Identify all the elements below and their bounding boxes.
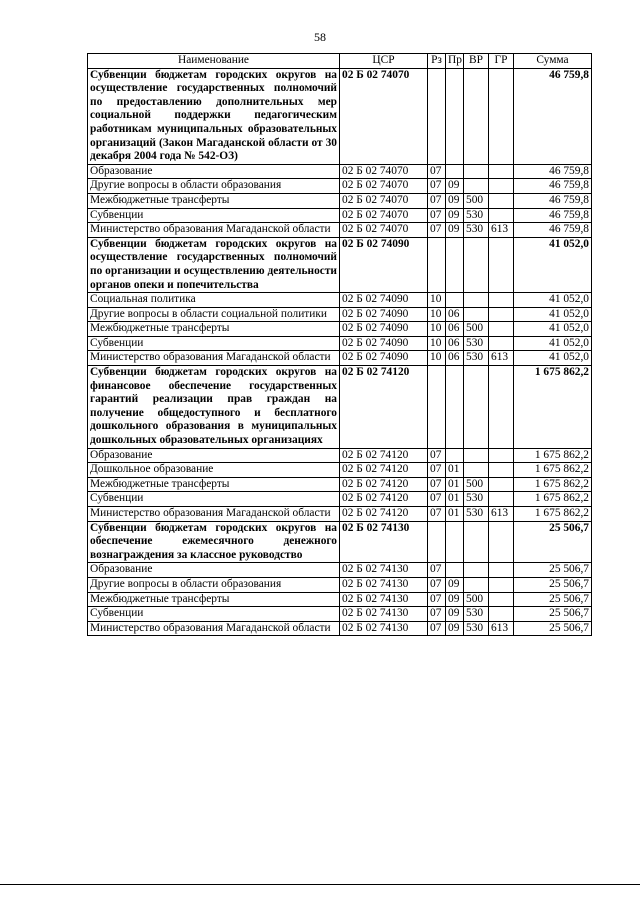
header-pr: Пр	[446, 54, 464, 69]
cell-csr: 02 Б 02 74090	[340, 351, 428, 366]
cell-gr	[489, 164, 514, 179]
cell-rz: 07	[428, 463, 446, 478]
cell-sum: 46 759,8	[514, 68, 592, 164]
cell-name: Министерство образования Магаданской области	[88, 223, 340, 238]
cell-csr: 02 Б 02 74130	[340, 521, 428, 563]
cell-rz: 07	[428, 164, 446, 179]
cell-pr: 01	[446, 507, 464, 522]
table-row	[88, 477, 592, 492]
cell-name: Субвенции бюджетам городских округов на осуществление государственных полномочий по организации и осуществлению деятельности органов опеки и попечительства	[88, 237, 340, 292]
cell-name: Другие вопросы в области образования	[88, 577, 340, 592]
cell-rz	[428, 366, 446, 449]
cell-csr: 02 Б 02 74090	[340, 237, 428, 292]
cell-gr	[489, 463, 514, 478]
cell-name: Другие вопросы в области образования	[88, 179, 340, 194]
cell-pr	[446, 293, 464, 308]
cell-gr: 613	[489, 223, 514, 238]
cell-vr	[464, 179, 489, 194]
cell-vr	[464, 293, 489, 308]
cell-pr: 09	[446, 621, 464, 636]
cell-vr: 530	[464, 336, 489, 351]
cell-vr	[464, 237, 489, 292]
cell-vr: 530	[464, 223, 489, 238]
cell-sum: 41 052,0	[514, 336, 592, 351]
cell-sum: 25 506,7	[514, 577, 592, 592]
cell-csr: 02 Б 02 74090	[340, 336, 428, 351]
table-row	[88, 592, 592, 607]
cell-gr	[489, 179, 514, 194]
cell-vr	[464, 307, 489, 322]
cell-pr	[446, 366, 464, 449]
cell-rz: 07	[428, 621, 446, 636]
cell-rz: 07	[428, 577, 446, 592]
cell-gr	[489, 592, 514, 607]
cell-vr	[464, 577, 489, 592]
cell-rz: 10	[428, 293, 446, 308]
cell-vr: 530	[464, 351, 489, 366]
cell-name: Образование	[88, 448, 340, 463]
cell-name: Субвенции бюджетам городских округов на обеспечение ежемесячного денежного вознаграждения за классное руководство	[88, 521, 340, 563]
cell-pr: 06	[446, 351, 464, 366]
cell-gr: 613	[489, 351, 514, 366]
cell-gr	[489, 208, 514, 223]
cell-gr	[489, 521, 514, 563]
header-sum: Сумма	[514, 54, 592, 69]
cell-vr: 530	[464, 507, 489, 522]
cell-sum: 1 675 862,2	[514, 448, 592, 463]
cell-csr: 02 Б 02 74120	[340, 448, 428, 463]
table-row	[88, 179, 592, 194]
cell-sum: 41 052,0	[514, 322, 592, 337]
table-row-section	[88, 68, 592, 164]
cell-pr	[446, 164, 464, 179]
cell-vr: 500	[464, 592, 489, 607]
footer-divider	[0, 884, 640, 885]
table-row	[88, 448, 592, 463]
cell-pr: 06	[446, 322, 464, 337]
cell-pr	[446, 563, 464, 578]
cell-gr	[489, 492, 514, 507]
cell-rz: 07	[428, 193, 446, 208]
cell-pr: 01	[446, 463, 464, 478]
cell-gr	[489, 293, 514, 308]
cell-rz: 07	[428, 448, 446, 463]
cell-rz: 07	[428, 179, 446, 194]
cell-csr: 02 Б 02 74070	[340, 68, 428, 164]
cell-name: Министерство образования Магаданской области	[88, 351, 340, 366]
cell-vr	[464, 563, 489, 578]
cell-sum: 46 759,8	[514, 208, 592, 223]
cell-gr: 613	[489, 507, 514, 522]
table-row	[88, 193, 592, 208]
table-header-row	[88, 54, 592, 69]
table-row	[88, 563, 592, 578]
cell-sum: 25 506,7	[514, 563, 592, 578]
cell-name: Субвенции	[88, 336, 340, 351]
cell-sum: 25 506,7	[514, 621, 592, 636]
cell-gr	[489, 366, 514, 449]
cell-csr: 02 Б 02 74120	[340, 477, 428, 492]
table-body	[88, 68, 592, 636]
cell-sum: 1 675 862,2	[514, 477, 592, 492]
header-rz: Рз	[428, 54, 446, 69]
header-name: Наименование	[88, 54, 340, 69]
cell-csr: 02 Б 02 74130	[340, 592, 428, 607]
table-row	[88, 577, 592, 592]
cell-pr: 09	[446, 577, 464, 592]
cell-gr	[489, 322, 514, 337]
cell-rz: 07	[428, 492, 446, 507]
cell-name: Субвенции бюджетам городских округов на осуществление государственных полномочий по предоставлению дополнительных мер социальной поддержки педагогическим работникам муниципальных образовательных организаций (Закон Магаданской области от 30 декабря 2004 года № 542-ОЗ)	[88, 68, 340, 164]
cell-pr: 09	[446, 607, 464, 622]
cell-pr: 09	[446, 179, 464, 194]
cell-name: Образование	[88, 563, 340, 578]
cell-rz: 07	[428, 592, 446, 607]
cell-rz: 10	[428, 307, 446, 322]
cell-vr: 530	[464, 607, 489, 622]
cell-vr	[464, 68, 489, 164]
table-row	[88, 621, 592, 636]
cell-csr: 02 Б 02 74070	[340, 179, 428, 194]
cell-sum: 1 675 862,2	[514, 366, 592, 449]
cell-csr: 02 Б 02 74130	[340, 577, 428, 592]
cell-vr: 500	[464, 193, 489, 208]
header-vr: ВР	[464, 54, 489, 69]
page-number: 58	[314, 30, 326, 44]
cell-csr: 02 Б 02 74130	[340, 607, 428, 622]
cell-csr: 02 Б 02 74120	[340, 492, 428, 507]
table-row	[88, 322, 592, 337]
cell-name: Межбюджетные трансферты	[88, 592, 340, 607]
cell-name: Дошкольное образование	[88, 463, 340, 478]
cell-csr: 02 Б 02 74070	[340, 193, 428, 208]
cell-name: Межбюджетные трансферты	[88, 322, 340, 337]
table-row	[88, 293, 592, 308]
cell-pr: 06	[446, 307, 464, 322]
cell-vr	[464, 164, 489, 179]
cell-gr	[489, 336, 514, 351]
cell-csr: 02 Б 02 74130	[340, 563, 428, 578]
cell-vr: 530	[464, 621, 489, 636]
cell-name: Межбюджетные трансферты	[88, 477, 340, 492]
cell-gr	[489, 577, 514, 592]
cell-vr: 500	[464, 477, 489, 492]
cell-pr	[446, 448, 464, 463]
cell-csr: 02 Б 02 74070	[340, 164, 428, 179]
cell-vr	[464, 521, 489, 563]
cell-rz: 07	[428, 607, 446, 622]
table-row-section	[88, 237, 592, 292]
cell-rz: 07	[428, 223, 446, 238]
cell-csr: 02 Б 02 74120	[340, 507, 428, 522]
table-row	[88, 463, 592, 478]
cell-vr	[464, 463, 489, 478]
table-row	[88, 351, 592, 366]
table-row	[88, 336, 592, 351]
cell-name: Министерство образования Магаданской области	[88, 507, 340, 522]
table-row	[88, 208, 592, 223]
cell-sum: 25 506,7	[514, 607, 592, 622]
cell-pr: 09	[446, 193, 464, 208]
cell-gr	[489, 307, 514, 322]
cell-sum: 41 052,0	[514, 351, 592, 366]
cell-csr: 02 Б 02 74090	[340, 322, 428, 337]
cell-sum: 41 052,0	[514, 237, 592, 292]
cell-sum: 25 506,7	[514, 521, 592, 563]
cell-name: Субвенции	[88, 492, 340, 507]
cell-sum: 46 759,8	[514, 164, 592, 179]
cell-vr: 530	[464, 208, 489, 223]
table-row	[88, 507, 592, 522]
cell-vr	[464, 448, 489, 463]
header-gr: ГР	[489, 54, 514, 69]
cell-pr	[446, 237, 464, 292]
cell-rz	[428, 521, 446, 563]
table-row	[88, 607, 592, 622]
cell-vr: 500	[464, 322, 489, 337]
cell-gr	[489, 68, 514, 164]
budget-table	[87, 53, 592, 636]
cell-name: Социальная политика	[88, 293, 340, 308]
cell-pr: 09	[446, 208, 464, 223]
cell-name: Другие вопросы в области социальной политики	[88, 307, 340, 322]
cell-gr	[489, 193, 514, 208]
cell-gr	[489, 607, 514, 622]
cell-vr	[464, 366, 489, 449]
cell-rz: 07	[428, 208, 446, 223]
cell-pr	[446, 521, 464, 563]
cell-sum: 1 675 862,2	[514, 492, 592, 507]
cell-pr: 01	[446, 477, 464, 492]
cell-sum: 25 506,7	[514, 592, 592, 607]
cell-pr: 09	[446, 592, 464, 607]
cell-gr	[489, 477, 514, 492]
table-row	[88, 164, 592, 179]
cell-rz: 07	[428, 477, 446, 492]
table-row-section	[88, 521, 592, 563]
cell-rz: 07	[428, 563, 446, 578]
header-csr: ЦСР	[340, 54, 428, 69]
cell-name: Межбюджетные трансферты	[88, 193, 340, 208]
cell-pr: 01	[446, 492, 464, 507]
cell-gr	[489, 563, 514, 578]
cell-gr	[489, 448, 514, 463]
cell-sum: 1 675 862,2	[514, 463, 592, 478]
cell-gr	[489, 237, 514, 292]
cell-rz: 10	[428, 322, 446, 337]
cell-pr: 06	[446, 336, 464, 351]
cell-sum: 46 759,8	[514, 179, 592, 194]
cell-rz	[428, 237, 446, 292]
cell-csr: 02 Б 02 74120	[340, 463, 428, 478]
cell-sum: 46 759,8	[514, 193, 592, 208]
cell-csr: 02 Б 02 74090	[340, 307, 428, 322]
cell-rz: 07	[428, 507, 446, 522]
cell-csr: 02 Б 02 74070	[340, 208, 428, 223]
cell-sum: 46 759,8	[514, 223, 592, 238]
cell-name: Министерство образования Магаданской области	[88, 621, 340, 636]
cell-csr: 02 Б 02 74120	[340, 366, 428, 449]
cell-name: Субвенции	[88, 607, 340, 622]
cell-name: Субвенции	[88, 208, 340, 223]
cell-gr: 613	[489, 621, 514, 636]
cell-name: Субвенции бюджетам городских округов на финансовое обеспечение государственных гарантий реализации прав граждан на получение общедоступного и бесплатного дошкольного образования в муниципальных дошкольных образовательных организациях	[88, 366, 340, 449]
cell-rz	[428, 68, 446, 164]
cell-csr: 02 Б 02 74070	[340, 223, 428, 238]
cell-csr: 02 Б 02 74090	[340, 293, 428, 308]
table-row-section	[88, 366, 592, 449]
cell-sum: 41 052,0	[514, 293, 592, 308]
cell-pr	[446, 68, 464, 164]
table-row	[88, 223, 592, 238]
cell-sum: 41 052,0	[514, 307, 592, 322]
cell-vr: 530	[464, 492, 489, 507]
cell-name: Образование	[88, 164, 340, 179]
cell-rz: 10	[428, 336, 446, 351]
cell-rz: 10	[428, 351, 446, 366]
cell-sum: 1 675 862,2	[514, 507, 592, 522]
table-row	[88, 492, 592, 507]
table-row	[88, 307, 592, 322]
cell-pr: 09	[446, 223, 464, 238]
cell-csr: 02 Б 02 74130	[340, 621, 428, 636]
